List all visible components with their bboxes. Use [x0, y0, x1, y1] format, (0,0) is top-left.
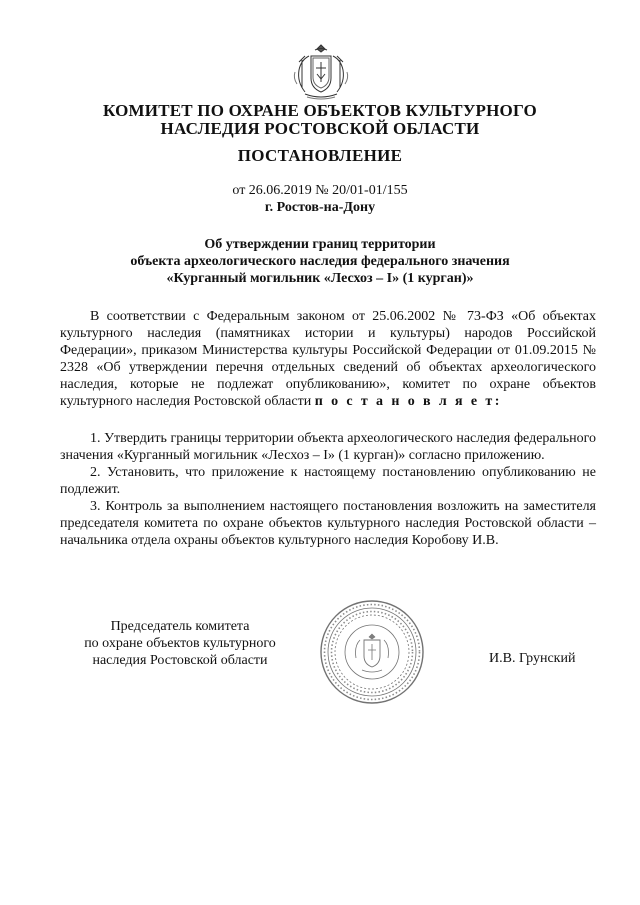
- resolution-items: [60, 430, 596, 549]
- preamble-text: В соответствии с Федеральным законом от 25.06.2002 № 73-ФЗ «Об объектах культурного наследия (памятниках истории и культуры) народов Российской Федерации», приказом Министерства культуры Российской Федерации от 01.09.2015 № 2328 «Об утверждении перечня отдельных сведений об объектах археологического наследия, которые не подлежат опубликованию», комитет по охране объектов культурного наследия Ростовской области: [60, 309, 596, 409]
- signatory-title-line-3: наследия Ростовской области: [92, 653, 268, 668]
- document-city: г. Ростов-на-Дону: [264, 200, 376, 215]
- preamble-paragraph: [60, 308, 596, 410]
- signatory-title-line-2: по охране объектов культурного: [84, 636, 276, 651]
- signatory-name: И.В. Грунский: [489, 651, 576, 666]
- document-date-number: от 26.06.2019 № 20/01-01/155: [232, 183, 408, 198]
- organization-name-line-2: НАСЛЕДИЯ РОСТОВСКОЙ ОБЛАСТИ: [160, 119, 480, 138]
- official-seal-icon: [318, 598, 426, 706]
- resolution-item-1: 1. Утвердить границы территории объекта археологического наследия федерального значения «Курганный могильник «Лесхоз – I» (1 курган)» согласно приложению.: [60, 431, 596, 463]
- signatory-title: [60, 618, 300, 669]
- subject-line-1: Об утверждении границ территории: [204, 237, 436, 252]
- document-subject: [60, 236, 580, 287]
- coat-of-arms-icon: [289, 42, 353, 100]
- resolution-item-3: 3. Контроль за выполнением настоящего постановления возложить на заместителя председателя комитета по охране объектов культурного наследия Ростовской области – начальника отдела охраны объектов культурного наследия Коробову И.В.: [60, 499, 596, 548]
- resolves-word: п о с т а н о в л я е т:: [314, 394, 502, 409]
- subject-line-3: «Курганный могильник «Лесхоз – I» (1 курган)»: [166, 271, 474, 286]
- organization-name-line-1: КОМИТЕТ ПО ОХРАНЕ ОБЪЕКТОВ КУЛЬТУРНОГО: [103, 101, 537, 120]
- document-type: ПОСТАНОВЛЕНИЕ: [237, 146, 403, 165]
- subject-line-2: объекта археологического наследия федерального значения: [130, 254, 510, 269]
- resolution-item-2: 2. Установить, что приложение к настоящему постановлению опубликованию не подлежит.: [60, 465, 596, 497]
- signatory-title-line-1: Председатель комитета: [110, 619, 250, 634]
